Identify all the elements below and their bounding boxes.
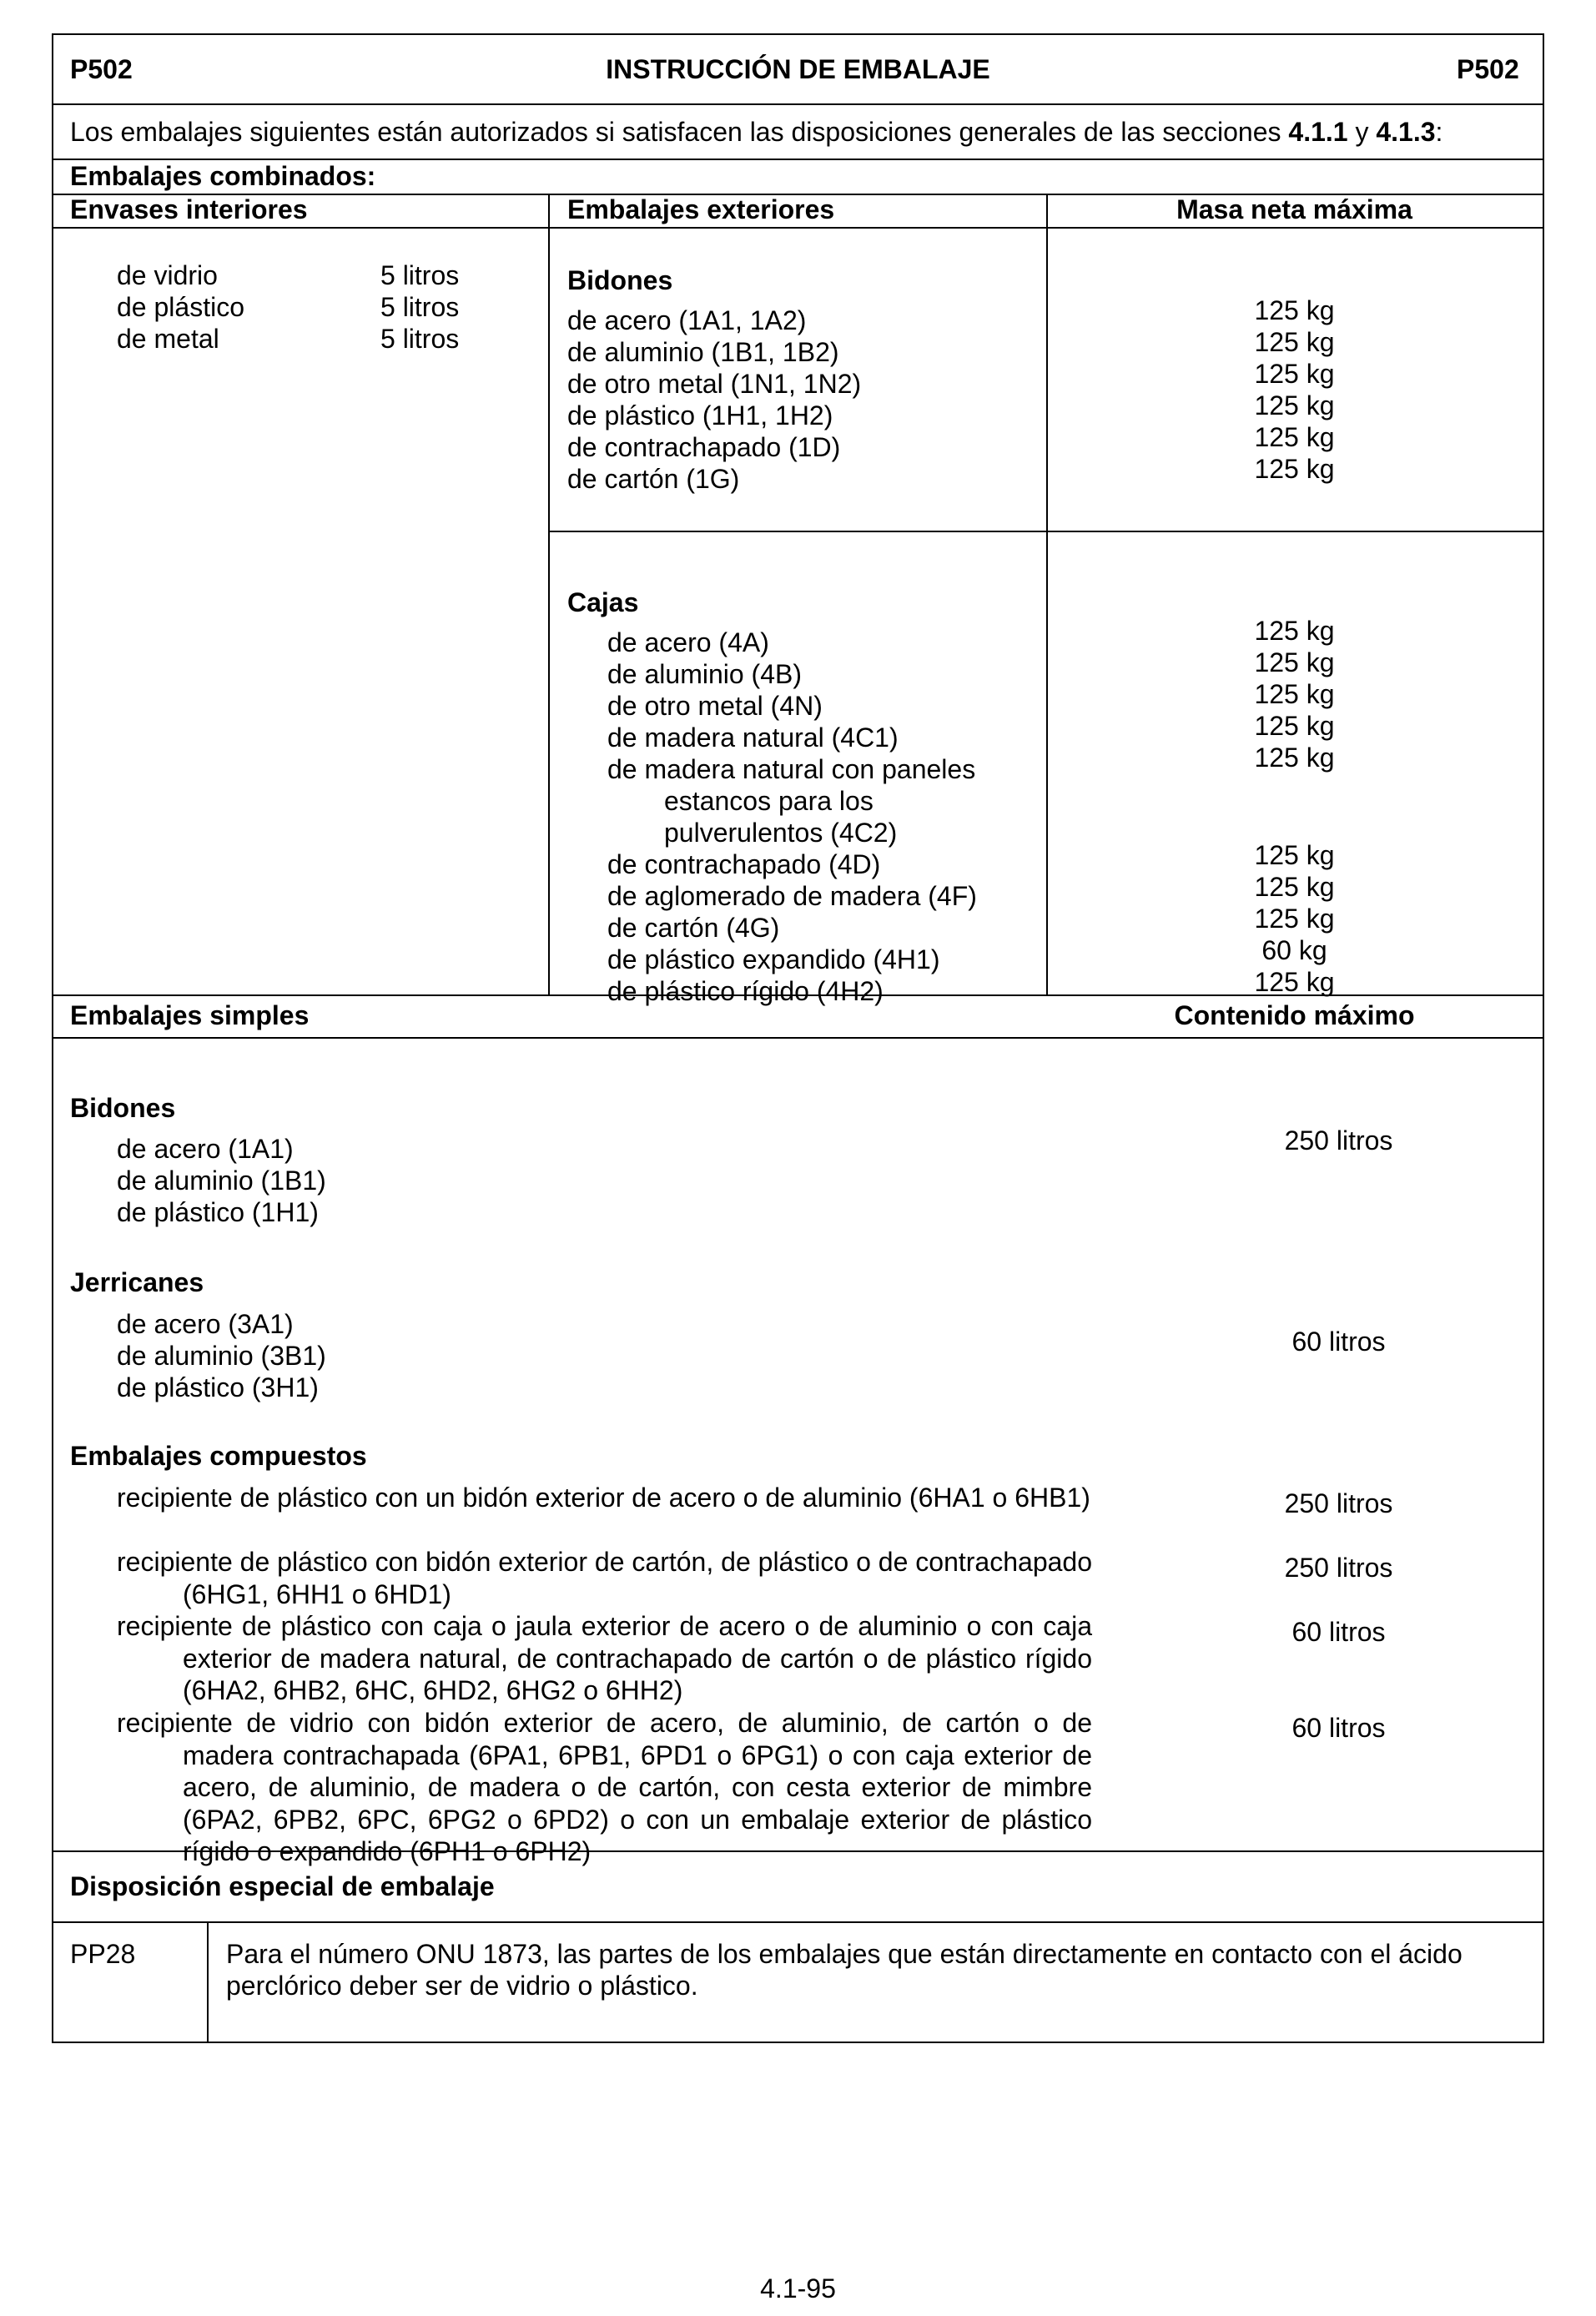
column-header-outer: Embalajes exteriores [567, 194, 835, 224]
drums-list [567, 305, 861, 495]
list-item: de metal [117, 324, 219, 354]
list-item: de madera natural con paneles [607, 754, 976, 784]
list-item: de plástico [117, 292, 244, 322]
composite-content: 60 litros [1291, 1713, 1386, 1743]
list-item: de madera natural (4C1) [607, 722, 899, 753]
list-item: de aluminio (3B1) [117, 1341, 326, 1371]
drums-masses [1046, 295, 1543, 485]
list-item: de cartón (4G) [607, 913, 780, 943]
list-item: 125 kg [1254, 359, 1335, 389]
list-item: 125 kg [1254, 967, 1335, 997]
jerricans-heading: Jerricanes [70, 1267, 204, 1297]
list-item: 5 litros [380, 260, 460, 290]
special-provision-code: PP28 [70, 1939, 136, 1969]
table-border-top [52, 33, 1544, 35]
boxes-heading: Cajas [567, 587, 639, 617]
single-drums-list [117, 1133, 326, 1228]
composite-item: recipiente de plástico con un bidón exterior de acero o de aluminio (6HA1 o 6HB1) [117, 1483, 1090, 1513]
jerricans-list [117, 1308, 326, 1403]
list-item: de plástico rígido (4H2) [607, 976, 884, 1006]
page-number: 4.1-95 [760, 2273, 836, 2303]
composite-content: 250 litros [1284, 1488, 1393, 1518]
boxes-list [607, 627, 977, 1007]
composite-heading: Embalajes compuestos [70, 1441, 367, 1471]
list-item: de cartón (1G) [567, 464, 740, 494]
table-border-bottom [52, 2042, 1544, 2043]
list-item: de plástico (1H1, 1H2) [567, 400, 833, 430]
combined-packagings-heading: Embalajes combinados: [70, 161, 376, 191]
list-item: 125 kg [1254, 872, 1335, 902]
instruction-code-left: P502 [70, 54, 133, 84]
list-item: 125 kg [1254, 711, 1335, 741]
instruction-code-right: P502 [1457, 54, 1519, 84]
list-item: de aluminio (4B) [607, 659, 802, 689]
list-item: 60 kg [1261, 935, 1327, 965]
composite-content: 250 litros [1284, 1553, 1393, 1583]
divider [52, 103, 1544, 105]
composite-item: recipiente de plástico con bidón exterior de cartón, de plástico o de contrachapado (6HG1, 6HH1 o 6HD1) [117, 1547, 1092, 1609]
list-item: de otro metal (4N) [607, 691, 823, 721]
list-item: de aluminio (1B1) [117, 1166, 326, 1196]
drums-heading: Bidones [567, 265, 673, 295]
inner-materials [117, 259, 244, 355]
list-item: 125 kg [1254, 616, 1335, 646]
composite-content: 60 litros [1291, 1617, 1386, 1647]
list-item: 125 kg [1254, 679, 1335, 709]
list-item: de acero (1A1) [117, 1134, 294, 1164]
intro-text: Los embalajes siguientes están autorizados si satisfacen las disposiciones generales de las secciones 4.1.1 y 4.1.3: [70, 117, 1443, 147]
column-header-content: Contenido máximo [1174, 1000, 1415, 1030]
list-item: de plástico expandido (4H1) [607, 944, 940, 974]
boxes-masses-b [1046, 839, 1543, 998]
page-title: INSTRUCCIÓN DE EMBALAJE [606, 54, 990, 84]
list-item: de otro metal (1N1, 1N2) [567, 369, 862, 399]
list-item: de acero (1A1, 1A2) [567, 305, 807, 335]
list-item: 5 litros [380, 324, 460, 354]
list-item: de plástico (3H1) [117, 1372, 319, 1402]
list-item: de plástico (1H1) [117, 1197, 319, 1227]
list-item: 125 kg [1254, 295, 1335, 325]
inner-capacities [380, 259, 459, 355]
list-item: estancos para los [664, 786, 874, 816]
list-item: 125 kg [1254, 327, 1335, 357]
list-item: de contrachapado (4D) [607, 849, 881, 879]
boxes-masses-a [1046, 615, 1543, 773]
column-header-inner: Envases interiores [70, 194, 308, 224]
column-header-mass: Masa neta máxima [1176, 194, 1412, 224]
list-item: de acero (4A) [607, 627, 769, 657]
special-provision-heading: Disposición especial de embalaje [70, 1871, 495, 1901]
list-item: de aglomerado de madera (4F) [607, 881, 977, 911]
list-item: 125 kg [1254, 840, 1335, 870]
divider [52, 227, 1544, 229]
list-item: pulverulentos (4C2) [664, 818, 898, 848]
column-divider [548, 194, 550, 995]
list-item: 125 kg [1254, 390, 1335, 420]
packing-instruction-table [52, 33, 1544, 2043]
list-item: de contrachapado (1D) [567, 432, 841, 462]
single-drums-heading: Bidones [70, 1093, 176, 1123]
single-packagings-heading: Embalajes simples [70, 1000, 310, 1030]
list-item: de acero (3A1) [117, 1309, 294, 1339]
list-item: de aluminio (1B1, 1B2) [567, 337, 839, 367]
list-item: 125 kg [1254, 743, 1335, 773]
composite-item: recipiente de plástico con caja o jaula exterior de acero o de aluminio o con caja exterior de madera natural, de contrachapado de cartón o de plástico rígido (6HA2, 6HB2, 6HC, 6HD2, 6HG2 o 6HH2) [117, 1611, 1092, 1706]
jerricans-content: 60 litros [1291, 1327, 1386, 1357]
divider [52, 1037, 1544, 1039]
list-item: de vidrio [117, 260, 218, 290]
list-item: 125 kg [1254, 904, 1335, 934]
special-provision-text: Para el número ONU 1873, las partes de los embalajes que están directamente en contacto con el ácido perclórico deber ser de vidrio o plástico. [226, 1939, 1463, 2001]
column-divider [207, 1921, 209, 2043]
list-item: 125 kg [1254, 454, 1335, 484]
list-item: 125 kg [1254, 647, 1335, 677]
composite-item: recipiente de vidrio con bidón exterior de acero, de aluminio, de cartón o de madera contrachapada (6PA1, 6PB1, 6PD1 o 6PG1) o con caja exterior de acero, de aluminio, de madera o de cartón, con cesta exterior de mimbre (6PA2, 6PB2, 6PC, 6PG2 o 6PD2) o con un embalaje exterior de plástico rígido o expandido (6PH1 o 6PH2) [117, 1708, 1092, 1867]
list-item: 125 kg [1254, 422, 1335, 452]
divider [52, 1921, 1544, 1923]
single-drums-content: 250 litros [1284, 1125, 1393, 1155]
list-item: 5 litros [380, 292, 460, 322]
